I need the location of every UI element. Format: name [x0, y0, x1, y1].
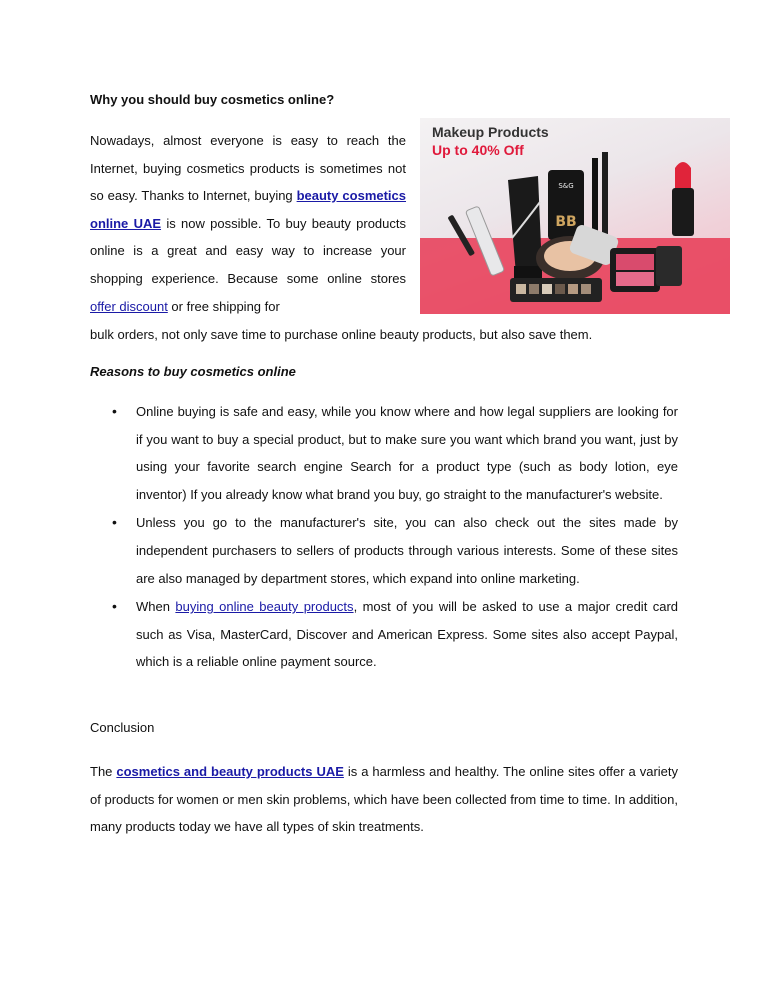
list-item [90, 398, 678, 508]
beauty-cosmetics-link[interactable]: beauty cosmetics online UAE [90, 188, 407, 231]
list-item-suffix: , most of you will be asked to use a major credit card such as Visa, MasterCard, Discover and American Express. Some sites also accept Paypal, which is a reliable online payment source. [136, 599, 679, 670]
eyeshadow-palette-icon [510, 278, 602, 302]
intro-text-3: or free shipping for [167, 298, 280, 314]
eyeliner-icon [592, 158, 598, 236]
list-item-prefix: When [136, 599, 176, 615]
conclusion-prefix: The [90, 764, 117, 779]
intro-paragraph [90, 127, 406, 320]
ad-title: Makeup Products [432, 124, 549, 140]
mascara-icon [447, 206, 504, 276]
list-item-text: Unless you go to the manufacturer's site, you can also check out the sites made by independent purchasers to sellers of products through various interests. Some of these sites are also managed by department stores, which expand into online marketing. [136, 515, 678, 586]
ad-subtitle: Up to 40% Off [432, 142, 524, 158]
brush-icon [656, 246, 682, 286]
bullet-icon: • [112, 403, 117, 419]
conclusion-paragraph [90, 758, 678, 841]
brand-mark: S&G [558, 182, 574, 190]
list-item [90, 509, 678, 592]
list-item [90, 593, 678, 676]
article-heading: Why you should buy cosmetics online? [90, 92, 335, 107]
conclusion-heading: Conclusion [90, 720, 155, 735]
offer-discount-link[interactable]: offer discount [90, 298, 168, 314]
list-item-text: Online buying is safe and easy, while you know where and how legal suppliers are looking for if you want to buy a special product, but to make sure you want which brand you want, just by using your favorite search engine Search for a product type (such as body lotion, eye inventor) If you already know what brand you buy, go straight to the manufacturer's website. [136, 404, 678, 502]
lipstick-icon [672, 162, 694, 236]
intro-text-2: is now possible. To buy beauty products online is a great and easy way to increase your shopping experience. Because some online stores [90, 215, 406, 286]
reasons-list [90, 398, 678, 677]
conclusion-suffix: is a harmless and healthy. The online sites offer a variety of products for women or men skin problems, which have been collected from time to time. In addition, many products today we have all types of skin treatments. [90, 764, 679, 835]
intro-tail: bulk orders, not only save time to purchase online beauty products, but also save them. [90, 327, 593, 342]
buying-online-beauty-link[interactable]: buying online beauty products [175, 599, 354, 615]
bullet-icon: • [112, 514, 117, 531]
blush-compact-icon [610, 248, 660, 292]
bullet-icon: • [112, 598, 117, 615]
makeup-ad-image[interactable] [420, 118, 730, 314]
reasons-heading: Reasons to buy cosmetics online [90, 364, 296, 379]
intro-text-1: Nowadays, almost everyone is easy to reach the Internet, buying cosmetics products is sometimes not so easy. Thanks to Internet, buying [90, 133, 406, 204]
cosmetics-beauty-link[interactable]: cosmetics and beauty products UAE [116, 764, 344, 779]
bb-label: BB [555, 214, 577, 230]
eyeliner-icon [602, 152, 608, 234]
